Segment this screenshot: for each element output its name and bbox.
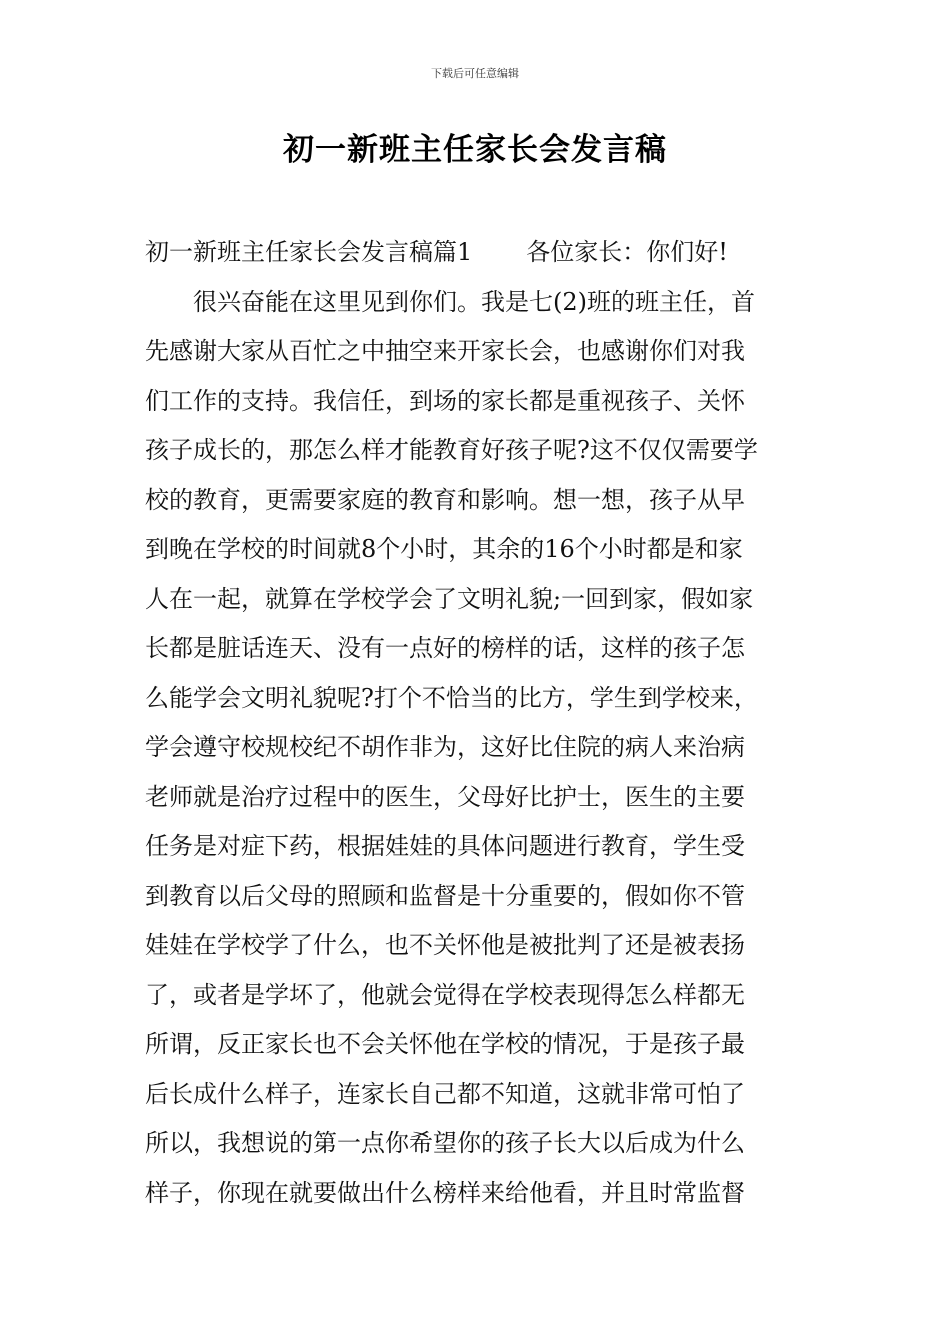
paragraph-line: 任务是对症下药，根据娃娃的具体问题进行教育，学生受 xyxy=(145,832,745,860)
section-heading: 初一新班主任家长会发言稿篇1 xyxy=(145,238,473,266)
paragraph-line: 到教育以后父母的照顾和监督是十分重要的，假如你不管 xyxy=(145,881,745,910)
paragraph-line: 长都是脏话连天、没有一点好的榜样的话，这样的孩子怎 xyxy=(145,634,745,662)
paragraph-line: 所以，我想说的第一点你希望你的孩子长大以后成为什么 xyxy=(145,1129,745,1157)
body-text xyxy=(145,228,807,1218)
paragraph-line: 很兴奋能在这里见到你们。我是七(2)班的班主任，首 xyxy=(193,287,755,316)
paragraph-line: 样子，你现在就要做出什么榜样来给他看，并且时常监督 xyxy=(145,1178,745,1207)
paragraph-line: 所谓，反正家长也不会关怀他在学校的情况，于是孩子最 xyxy=(145,1030,745,1058)
paragraph-line: 孩子成长的，那怎么样才能教育好孩子呢?这不仅仅需要学 xyxy=(145,436,758,464)
document-title: 初一新班主任家长会发言稿 xyxy=(283,132,667,168)
paragraph-line: 么能学会文明礼貌呢?打个不恰当的比方，学生到学校来， xyxy=(145,683,758,712)
paragraph-line: 老师就是治疗过程中的医生，父母好比护士，医生的主要 xyxy=(145,782,745,811)
paragraph-line: 了，或者是学坏了，他就会觉得在学校表现得怎么样都无 xyxy=(145,980,745,1009)
paragraph-line: 娃娃在学校学了什么，也不关怀他是被批判了还是被表扬 xyxy=(145,931,745,959)
paragraph-line: 先感谢大家从百忙之中抽空来开家长会，也感谢你们对我 xyxy=(145,337,745,365)
header-note: 下载后可任意编辑 xyxy=(431,67,519,80)
first-line xyxy=(145,228,807,278)
paragraph-line: 校的教育，更需要家庭的教育和影响。想一想，孩子从早 xyxy=(145,485,745,514)
paragraph-line: 学会遵守校规校纪不胡作非为，这好比住院的病人来治病 xyxy=(145,733,745,761)
paragraph-line: 后长成什么样子，连家长自己都不知道，这就非常可怕了 xyxy=(145,1079,745,1108)
paragraph-line: 人在一起，就算在学校学会了文明礼貌;一回到家，假如家 xyxy=(145,584,754,613)
paragraph-line: 们工作的支持。我信任，到场的家长都是重视孩子、关怀 xyxy=(145,386,745,415)
paragraph-line: 到晚在学校的时间就8个小时，其余的16个小时都是和家 xyxy=(145,535,743,563)
greeting: 各位家长：你们好! xyxy=(526,238,728,266)
